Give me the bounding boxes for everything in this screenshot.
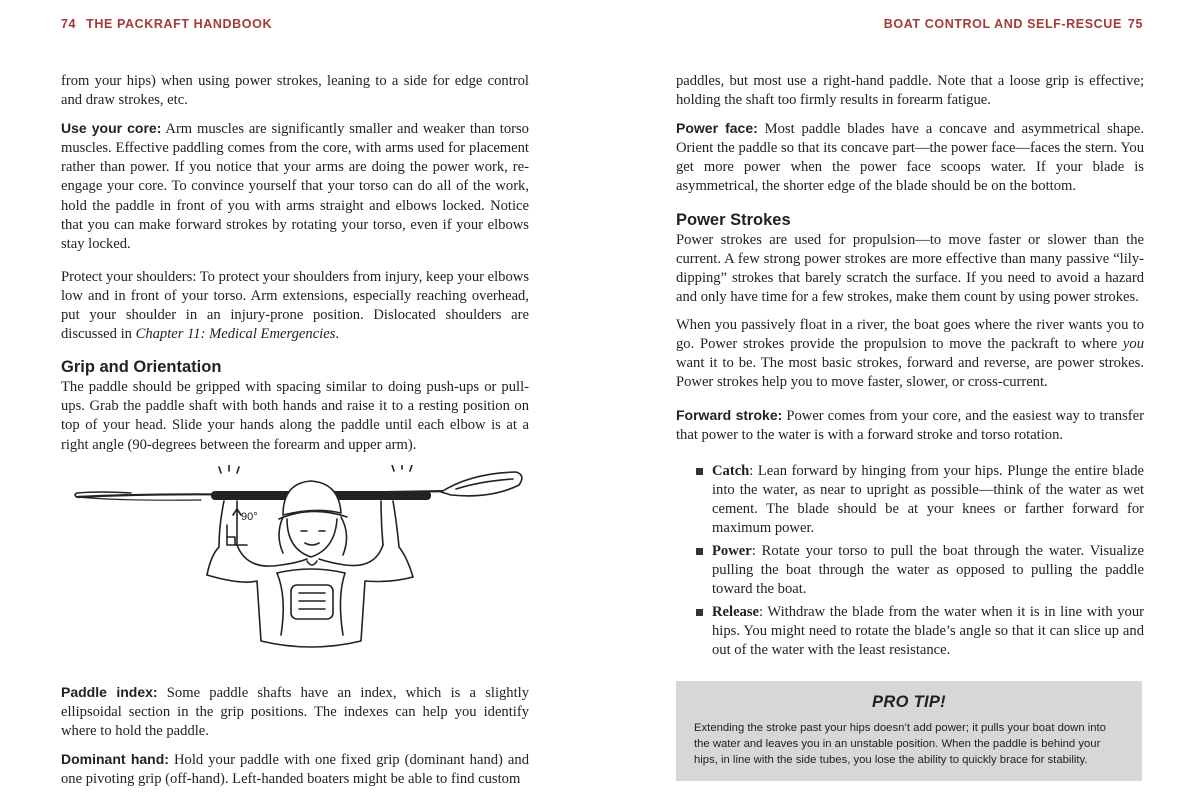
left-running-head — [61, 17, 272, 31]
left-book-title: THE PACKRAFT HANDBOOK — [86, 17, 273, 31]
pro-tip-body: Extending the stroke past your hips doesn’t add power; it pulls your boat down into the water and leaves you in an unstable position. When the paddle is behind your hips, in line with the side tubes, you lose the ability to quickly brace for stability. — [694, 722, 1106, 766]
paragraph-use-your-core — [61, 119, 529, 254]
paddle-grip-illustration — [61, 465, 529, 665]
text-protect-shoulders-end: . — [335, 326, 340, 343]
bullet-text-release: : Withdraw the blade from the water when it is in line with your hips. You might need to rotate the blade’s angle so that it can slice up and out of the water with the least resistance. — [712, 604, 1144, 659]
lead-forward-stroke: Forward stroke: — [676, 407, 783, 424]
paragraph-grip: The paddle should be gripped with spacing similar to doing push-ups or pull-ups. Grab the paddle shaft with both hands and raise it to a resting position on top of your head. Slide your hands along the paddle until each elbow is at a right angle (90-degrees between the forearm and upper arm). — [61, 379, 529, 453]
text-power-face: Most paddle blades have a concave and asymmetrical shape. Orient the paddle so that its concave part—the power face—faces the stern. You get more power when the power face scoops water. If your blade is asymmetrical, the shorter edge of the blade should be on the bottom. — [676, 121, 1144, 195]
bullet-text-power: : Rotate your torso to pull the boat through the water. Visualize pulling the boat through the water as opposed to pulling the paddle toward the boat. — [712, 542, 1144, 598]
chapter-reference: Chapter 11: Medical Emergencies — [135, 326, 336, 343]
paragraph-forward-stroke — [676, 406, 1144, 445]
paragraph-dominant-hand — [61, 750, 529, 789]
bullet-term-catch: Catch — [712, 462, 750, 479]
angle-label: 90° — [241, 510, 258, 523]
left-column — [61, 72, 529, 798]
text-dominant-hand: Hold your paddle with one fixed grip (dominant hand) and one pivoting grip (off-hand). Left-handed boaters might be able to find custom — [61, 751, 530, 787]
lead-dominant-hand: Dominant hand: — [61, 750, 169, 767]
heading-grip-orientation: Grip and Orientation — [61, 358, 222, 377]
right-running-head — [884, 17, 1143, 31]
right-chapter-title: BOAT CONTROL AND SELF-RESCUE — [883, 17, 1122, 31]
paddler-drawing — [61, 465, 529, 665]
text-paddle-index: Some paddle shafts have an index, which is a slightly ellipsoidal section in the grip positions. The indexes can help you identify where to hold the paddle. — [61, 684, 529, 739]
lead-use-your-core: Use your core: — [61, 120, 162, 137]
bullet-text-catch: : Lean forward by hinging from your hips. Plunge the entire blade into the water, as near to upright as possible—think of the water as wet cement. The blade should be at your knees or farther forward for maximum power. — [712, 462, 1144, 536]
paragraph-protect-shoulders — [61, 268, 529, 344]
text-protect-shoulders: Protect your shoulders: To protect your shoulders from injury, keep your elbows low and in front of your torso. Arm extensions, especially reaching overhead, put your shoulder in an injury-prone position. Dislocated shoulders are discussed in — [61, 268, 529, 343]
heading-power-strokes: Power Strokes — [676, 210, 791, 229]
bullet-term-power: Power — [712, 542, 752, 559]
text-float-b: want it to be. The most basic strokes, forward and reverse, are power strokes. Power strokes help you to move faster, slower, or cross-current. — [676, 355, 1144, 391]
lead-paddle-index: Paddle index: — [61, 683, 158, 700]
square-bullet-icon — [696, 548, 703, 555]
right-page-number: 75 — [1127, 17, 1143, 31]
square-bullet-icon — [696, 609, 703, 616]
text-use-your-core: Arm muscles are significantly smaller and weaker than torso muscles. Effective paddling comes from the core, with arms used for placement rather than power. If you notice that your arms are doing the power work, re-engage your core. To convince yourself that your torso can do all of the work, hold the paddle in front of you with arms straight and elbows locked. Notice that you can make forward strokes by rotating your torso, even if your elbows stay locked. — [61, 121, 529, 252]
bullet-term-release: Release — [712, 604, 760, 621]
paragraph-paddle-index — [61, 683, 529, 741]
left-page-number: 74 — [61, 17, 77, 31]
right-page — [600, 0, 1200, 800]
right-column — [676, 72, 1144, 672]
paragraph-power-strokes: Power strokes are used for propulsion—to move faster or slower than the current. A few strong power strokes are more effective than many passive “lily-dipping” strokes that barely scratch the surface. If you need to avoid a hazard and only have time for a few strokes, make them count by using power strokes. — [676, 231, 1144, 305]
pro-tip-box — [676, 681, 1142, 781]
emphasis-you: you — [1122, 336, 1144, 353]
pro-tip-title: PRO TIP! — [872, 693, 946, 711]
paragraph-passive-float — [676, 316, 1144, 392]
lead-power-face: Power face: — [676, 120, 758, 137]
text-float-a: When you passively float in a river, the boat goes where the river wants you to go. Power strokes provide the propulsion to move the packraft to where — [676, 316, 1144, 353]
text-forward-stroke: Power comes from your core, and the easiest way to transfer that power to the water is with a forward stroke and torso rotation. — [676, 408, 1144, 444]
list-item — [696, 542, 1144, 599]
paragraph-power-face — [676, 119, 1144, 196]
list-item — [696, 603, 1144, 660]
square-bullet-icon — [696, 468, 703, 475]
list-item — [696, 462, 1144, 538]
paragraph-continued-right: paddles, but most use a right-hand paddle. Note that a loose grip is effective; holding the shaft too firmly results in forearm fatigue. — [676, 73, 1144, 109]
paragraph-continued: from your hips) when using power strokes, leaning to a side for edge control and draw strokes, etc. — [61, 73, 529, 109]
stroke-phase-list — [676, 462, 1144, 661]
